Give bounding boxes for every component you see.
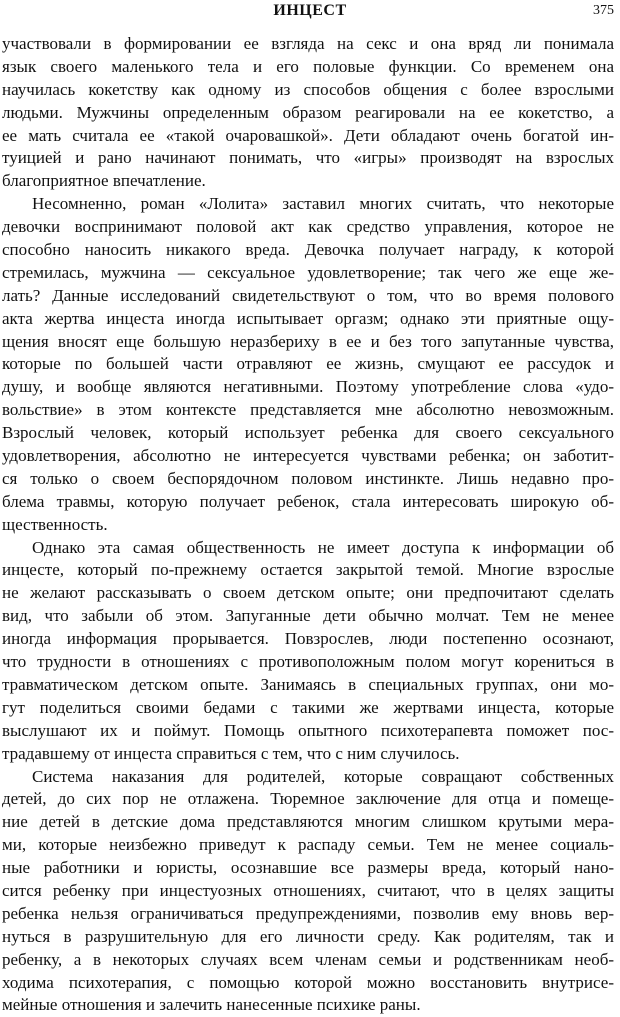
text-line: Система наказания для родителей, которые совращают собственных bbox=[32, 766, 614, 786]
text-line: не желают рассказывать о своем детском опыте; они предпочитают сделать bbox=[2, 583, 614, 603]
text-line: способно наносить никакого вреда. Девочка получает награду, к которой bbox=[2, 240, 614, 260]
text-line: научилась кокетству как одному из способов общения с более взрослыми bbox=[2, 79, 614, 99]
text-line: благоприятное впечатление. bbox=[2, 171, 206, 191]
text-line: блема травмы, которую получает ребенок, стала интересовать широкую об- bbox=[2, 491, 614, 511]
chapter-title: ИНЦЕСТ bbox=[273, 2, 347, 19]
text-line: Взрослый человек, который использует ребенка для своего сексуального bbox=[2, 423, 614, 443]
text-line: что трудности в отношениях с противоположным полом могут корениться в bbox=[2, 652, 614, 672]
text-line: гут поделиться своими бедами с такими же жертвами инцеста, которые bbox=[2, 697, 614, 717]
body-text bbox=[2, 33, 614, 1017]
text-line: ходима психотерапия, с помощью которой можно восстановить внутрисе- bbox=[2, 972, 614, 992]
text-line: щественность. bbox=[2, 514, 108, 534]
running-header bbox=[6, 2, 614, 24]
text-line: щения вносят еще большую неразбериху в ее и без того запутанные чувства, bbox=[2, 331, 614, 351]
text-line: удовлетворения, абсолютно не интересуется чувствами ребенка; он заботит- bbox=[2, 446, 614, 466]
text-line: детей, до сих пор не отлажена. Тюремное заключение для отца и помеще- bbox=[2, 789, 614, 809]
page-number: 375 bbox=[593, 3, 614, 18]
text-line: язык своего маленького тела и его половые функции. Со временем она bbox=[2, 56, 614, 76]
text-line: ее мать считала ее «такой очаровашкой». Дети обладают очень богатой ин- bbox=[2, 125, 614, 145]
text-line: девочки воспринимают половой акт как средство управления, которое не bbox=[2, 217, 614, 237]
text-line: ся только о своем беспорядочном половом инстинкте. Лишь недавно про- bbox=[2, 468, 614, 488]
text-line: ные работники и юристы, осознавшие все размеры вреда, который нано- bbox=[2, 858, 614, 878]
text-line: туицией и рано начинают понимать, что «игры» производят на взрослых bbox=[2, 148, 614, 168]
text-line: выслушают их и поймут. Помощь опытного психотерапевта поможет пос- bbox=[2, 720, 614, 740]
text-line: нуться в разрушительную для его личности среду. Как родителям, так и bbox=[2, 926, 614, 946]
text-line: ми, которые неизбежно приведут к распаду семьи. Тем не менее социаль- bbox=[2, 835, 614, 855]
text-line: сится ребенку при инцестуозных отношениях, считают, что в целях защиты bbox=[2, 880, 614, 900]
text-line: Однако эта самая общественность не имеет доступа к информации об bbox=[32, 537, 614, 557]
text-line: традавшему от инцеста справиться с тем, что с ним случилось. bbox=[2, 743, 460, 763]
text-line: травматическом детском опыте. Занимаясь в специальных группах, они мо- bbox=[2, 674, 614, 694]
text-line: стремилась, мужчина — сексуальное удовлетворение; так чего же еще же- bbox=[2, 262, 614, 282]
text-line: иногда информация прорывается. Повзрослев, люди постепенно осознают, bbox=[2, 629, 614, 649]
text-line: душу, и вообще являются негативными. Поэтому употребление слова «удо- bbox=[2, 377, 614, 397]
text-line: акта жертва инцеста иногда испытывает оргазм; однако эти приятные ощу- bbox=[2, 308, 614, 328]
text-line: людьми. Мужчины определенным образом реагировали на ее кокетство, а bbox=[2, 102, 614, 122]
text-line: участвовали в формировании ее взгляда на секс и она вряд ли понимала bbox=[2, 34, 614, 53]
text-line: инцесте, который по-прежнему остается закрытой темой. Многие взрослые bbox=[2, 560, 614, 580]
text-line: ние детей в детские дома представляются многим слишком крутыми мера- bbox=[2, 812, 614, 832]
text-line: мейные отношения и залечить нанесенные психике раны. bbox=[2, 995, 421, 1015]
text-line: ребенка нельзя ограничиваться предупреждениями, позволив ему вновь вер- bbox=[2, 903, 614, 923]
text-line: которые по большей части отравляют ее жизнь, смущают ее рассудок и bbox=[2, 354, 614, 374]
text-line: вольствие» в этом контексте представляется мне абсолютно невозможным. bbox=[2, 400, 614, 420]
text-line: лать? Данные исследований свидетельствуют о том, что во время полового bbox=[2, 285, 614, 305]
text-line: Несомненно, роман «Лолита» заставил многих считать, что некоторые bbox=[32, 194, 614, 214]
text-line: ребенку, а в некоторых случаях всем членам семьи и родственникам необ- bbox=[2, 949, 614, 969]
text-line: вид, что забыли об этом. Запуганные дети обычно молчат. Тем не менее bbox=[2, 606, 614, 626]
